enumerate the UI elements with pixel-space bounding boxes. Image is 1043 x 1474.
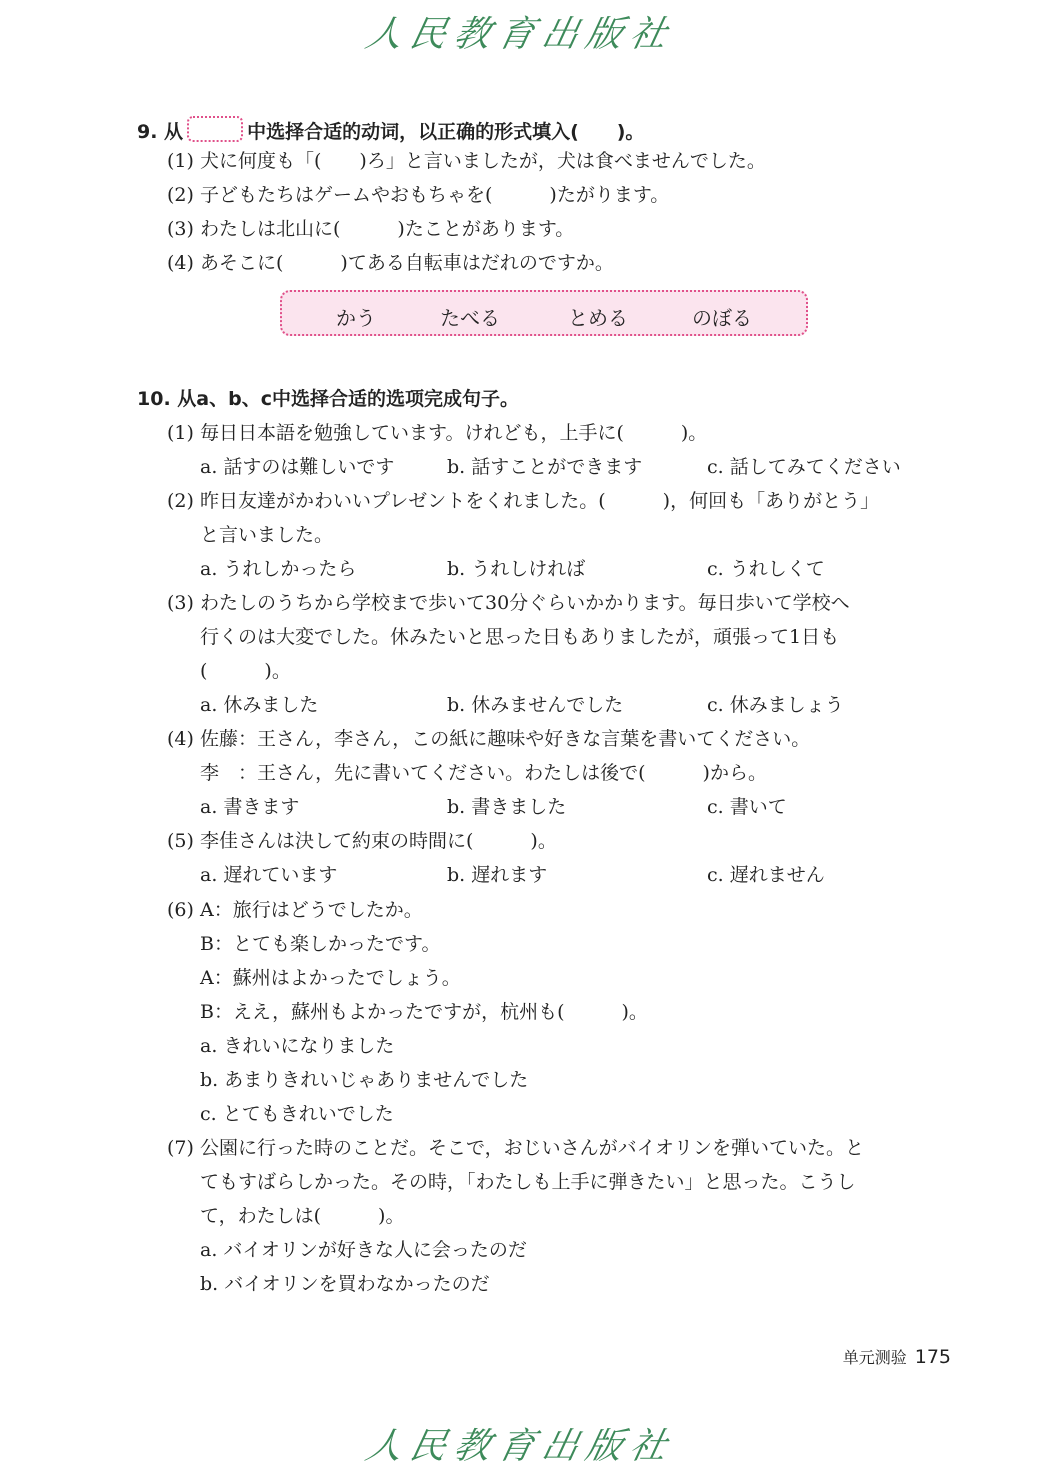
q10-3-option-c: c. 休みましょう: [707, 694, 844, 716]
item-text: 毎日日本語を勉強しています。けれども，上手に( )。: [200, 422, 708, 444]
footer-section: 单元测验: [842, 1348, 907, 1367]
q9-inline-dotted-box: [187, 116, 243, 142]
item-text: わたしのうちから学校まで歩いて30分ぐらいかかります。毎日歩いて学校へ: [200, 592, 850, 614]
q10-5-option-c: c. 遅れません: [707, 864, 825, 886]
verb-choice: のぼる: [692, 306, 752, 330]
q10-2-option-c: c. うれしくて: [707, 558, 825, 580]
item-num: (6): [167, 899, 194, 921]
q10-2-option-b: b. うれしければ: [447, 558, 586, 580]
publisher-logo-bottom: [0, 1418, 1043, 1469]
q10-6-option-a: a. きれいになりました: [200, 1035, 395, 1057]
item-num: (3): [167, 218, 194, 240]
q10-item-4: [167, 724, 810, 751]
q10-item-1: [167, 418, 707, 445]
q10-item-7-cont2: て，わたしは( )。: [200, 1205, 405, 1227]
q10-item-6-line3: A：蘇州はよかったでしょう。: [200, 967, 461, 989]
verb-choice-box: [280, 290, 808, 336]
q10-item-2: [167, 486, 879, 513]
item-num: (2): [167, 490, 194, 512]
item-num: (5): [167, 830, 194, 852]
q10-4-option-c: c. 書いて: [707, 796, 787, 818]
q10-item-6-line2: B：とても楽しかったです。: [200, 933, 441, 955]
item-num: (1): [167, 150, 194, 172]
item-num: (2): [167, 184, 194, 206]
q9-item-4: [167, 248, 614, 275]
q10-3-option-b: b. 休みませんでした: [447, 694, 624, 716]
item-num: (4): [167, 252, 194, 274]
q10-item-7-cont: てもすばらしかった。その時，「わたしも上手に弾きたい」と思った。こうし: [200, 1171, 856, 1193]
q10-item-3-cont: 行くのは大変でした。休みたいと思った日もありましたが，頑張って1日も: [200, 626, 840, 648]
item-text: 子どもたちはゲームやおもちゃを( )たがります。: [200, 184, 670, 206]
q10-item-6-line4: B：ええ，蘇州もよかったですが，杭州も( )。: [200, 1001, 648, 1023]
item-text: あそこに( )てある自転車はだれのですか。: [200, 252, 614, 274]
item-text: 犬に何度も「( )ろ」と言いましたが，犬は食べませんでした。: [200, 150, 766, 172]
q9-item-3: [167, 214, 574, 241]
item-text: 公園に行った時のことだ。そこで，おじいさんがバイオリンを弾いていた。と: [200, 1137, 865, 1159]
q9-heading: [137, 116, 644, 144]
q10-heading: 10. 从a、b、c中选择合适的选项完成句子。: [137, 388, 519, 410]
page-footer: [843, 1345, 951, 1368]
item-text: 佐藤：王さん，李さん，この紙に趣味や好きな言葉を書いてください。: [200, 728, 811, 750]
q10-item-7: [167, 1133, 864, 1160]
verb-choice: とめる: [568, 306, 628, 330]
q9-head-post: 中选择合适的动词，以正确的形式填入( )。: [247, 121, 645, 143]
q10-5-option-a: a. 遅れています: [200, 864, 338, 886]
q10-7-option-b: b. バイオリンを買わなかったのだ: [200, 1273, 490, 1295]
verb-choice: かう: [336, 306, 376, 330]
page-number: 175: [914, 1346, 951, 1368]
q10-1-option-a: a. 話すのは難しいです: [200, 456, 395, 478]
q10-item-4-cont: 李 ：王さん，先に書いてください。わたしは後で( )から。: [200, 762, 767, 784]
q10-item-2-cont: と言いました。: [200, 524, 334, 546]
publisher-name: 人民教育出版社: [362, 1426, 680, 1467]
item-num: (7): [167, 1137, 194, 1159]
item-text: A：旅行はどうでしたか。: [200, 899, 423, 921]
item-num: (1): [167, 422, 194, 444]
q10-4-option-a: a. 書きます: [200, 796, 300, 818]
q10-4-option-b: b. 書きました: [447, 796, 567, 818]
q10-item-3-cont2: ( )。: [200, 660, 291, 682]
q10-5-option-b: b. 遅れます: [447, 864, 548, 886]
item-text: 李佳さんは決して約束の時間に( )。: [200, 830, 557, 852]
q9-item-2: [167, 180, 669, 207]
q10-3-option-a: a. 休みました: [200, 694, 319, 716]
publisher-name: 人民教育出版社: [362, 14, 680, 55]
q9-head-pre: 9. 从: [137, 121, 184, 143]
q10-7-option-a: a. バイオリンが好きな人に会ったのだ: [200, 1239, 527, 1261]
item-text: 昨日友達がかわいいプレゼントをくれました。( )，何回も「ありがとう」: [200, 490, 880, 512]
q10-item-6: [167, 895, 423, 922]
q10-item-5: [167, 826, 557, 853]
q10-6-option-b: b. あまりきれいじゃありませんでした: [200, 1069, 529, 1091]
publisher-logo-top: [0, 6, 1043, 57]
item-num: (3): [167, 592, 194, 614]
q10-item-3: [167, 588, 850, 615]
item-num: (4): [167, 728, 194, 750]
q10-1-option-c: c. 話してみてください: [707, 456, 901, 478]
item-text: わたしは北山に( )たことがあります。: [200, 218, 575, 240]
q10-2-option-a: a. うれしかったら: [200, 558, 357, 580]
verb-choice: たべる: [440, 306, 500, 330]
q10-1-option-b: b. 話すことができます: [447, 456, 643, 478]
q10-6-option-c: c. とてもきれいでした: [200, 1103, 394, 1125]
q9-item-1: [167, 146, 766, 173]
